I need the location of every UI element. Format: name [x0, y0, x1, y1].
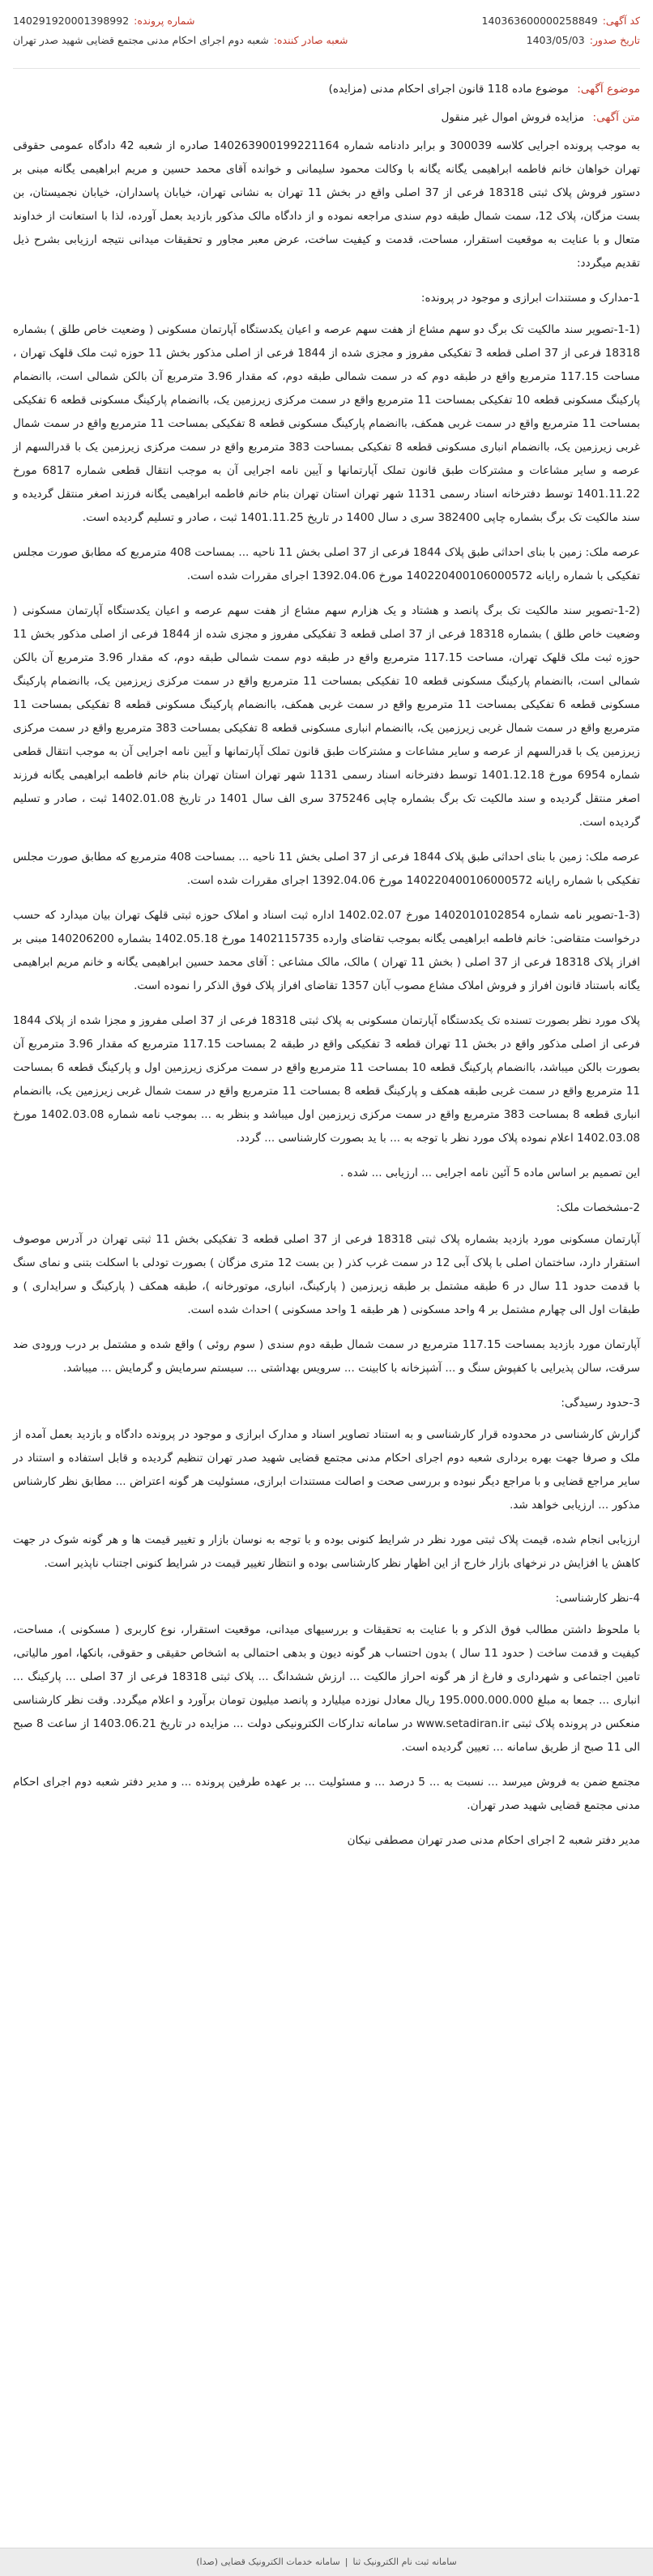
- case-number-label: شماره پرونده:: [134, 15, 195, 27]
- meta-row-1: [13, 11, 640, 31]
- signature-line: مدیر دفتر شعبه 2 اجرای احکام مدنی صدر تهران مصطفی نیکان: [347, 1834, 640, 1847]
- section-2-title: 2-مشخصات ملک:: [556, 1201, 640, 1214]
- footer-separator: |: [344, 2557, 348, 2567]
- subject-line: [13, 78, 640, 101]
- notice-content: [13, 78, 640, 1864]
- site-footer: [0, 2548, 653, 2576]
- paragraph-a: پلاک مورد نظر بصورت تسنده تک یکدستگاه آپارتمان مسکونی به پلاک ثبتی 18318 فرعی از 37 اصلی مفروز و مجزا شده از پلاک 1844 فرعی از اصلی مذکور واقع در بخش 11 تهران قطعه 3 تفکیکی واقع در طبقه 2 بمساحت 117.15 مترمربع که مقدار 3.96 مترمربع آن بصورت بالکن میباشد، باانضمام پارکینگ قطعه 10 بمساحت 11 مترمربع واقع در سمت مرکزی زیرزمین اول و پارکینگ قطعه 6 بمساحت 11 مترمربع واقع در سمت غربی طبقه همکف و پارکینگ قطعه 8 بمساحت 11 مترمربع واقع در سمت شمال غربی زیرزمین یک، باانضمام انباری قطعه 8 بمساحت 383 مترمربع واقع در سمت مرکزی زیرزمین اول میباشد و بنظر به ... بموجب نامه شماره 1402.03.08 مورخ 1402.03.08 اعلام نموده پلاک مورد نظر با توجه به ... با ید بصورت کارشناسی ... گردد.: [13, 1014, 641, 1145]
- spec-paragraph-a: آپارتمان مسکونی مورد بازدید بشماره پلاک ثبتی 18318 فرعی از 37 اصلی قطعه 3 تفکیکی بخش 11 ثبتی تهران در آدرس موصوف استقرار دارد، ساختمان اصلی با پلاک آبی 12 در سمت غرب کذر ( بن بست 12 متری مزگان ) بصورت تودلی با اسکلت بتنی و نمای سنگ با قدمت حدود 11 سال در 6 طبقه مشتمل بر طبقه زیرزمین ( پارکینگ، انباری، موتورخانه )، طبقه همکف ( پارکینگ و سرایداری ) و طبقات اول الی چهارم مشتمل بر 4 واحد مسکونی ( هر طبقه 1 واحد مسکونی ) احداث شده است.: [13, 1233, 641, 1316]
- scope-paragraph: گزارش کارشناسی در محدوده قرار کارشناسی و به استناد تصاویر اسناد و مدارک ابرازی و موجود در پرونده دادگاه و بازدید بعمل آمده از ملک و صرفا جهت بهره برداری شعبه دوم اجرای احکام مدنی مجتمع قضایی شهید صدر تهران تنظیم گردیده و قابل استفاده و استناد در سایر مراجع قضایی و با مراجع دیگر نبوده و بررسی صحت و اصالت مستندات ابرازی، مسئولیت هر گونه اعتراض ... مطابق نظر کارشناس مذکور ... ارزیابی خواهد شد.: [13, 1428, 640, 1512]
- ad-code-label: کد آگهی:: [602, 15, 640, 27]
- closing-paragraph: مجتمع ضمن به فروش میرسد ... نسبت به ... 5 درصد ... و مسئولیت ... بر عهده طرفین پرونده ... و مدیر دفتر شعبه دوم اجرای احکام مدنی مجتمع قضایی شهید صدر تهران.: [13, 1776, 641, 1812]
- ad-title-label: متن آگهی:: [592, 111, 640, 124]
- item-3-paragraph: (1-3-تصویر نامه شماره 1402010102854 مورخ 1402.02.07 اداره ثبت اسناد و املاک حوزه ثبتی قلهک تهران بیان میدارد که حسب درخواست متقاضی: خانم فاطمه ابراهیمی یگانه بموجب تقاضای وارده 1402115735 مورخ 1402.05.18 بشماره 140206200 مبنی بر افراز پلاک 18318 فرعی از 37 اصلی ( بخش 11 تهران ) مالک، مالک مشاعی : آقای محمد حسین ابراهیمی یگانه و خانم مریم ابراهیمی یگانه باستناد قانون افراز و فروش املاک مشاع مصوب آبان 1357 تقاضای افراز پلاک فوق الذکر را نموده است.: [13, 909, 641, 992]
- opinion-paragraph: با ملحوظ داشتن مطالب فوق الذکر و با عنایت به تحقیقات و بررسیهای میدانی، موقعیت استقرار، نوع کاربری ( مسکونی )، مساحت، کیفیت و قدمت ساخت ( حدود 11 سال ) بدون احتساب هر گونه دیون و بدهی احتمالی به اشخاص حقیقی و حقوقی، بانکها، امور مالیاتی، تامین اجتماعی و شهرداری و فارغ از هر گونه احراز مالکیت ... ارزش ششدانگ ... پلاک ثبتی 18318 فرعی از 37 اصلی ... پارکینگ ... انباری ... جمعا به مبلغ 195.000.000.000 ریال معادل نوزده میلیارد و پانصد میلیون تومان برآورد و اعلام میگردد. وقت نظر کارشناسی منعکس در پرونده پلاک ثبتی www.setadiran.ir در سامانه تدارکات الکترونیکی دولت ... مزایده در تاریخ 1403.06.21 از ساعت 8 صبح الی 11 صبح از طریق سامانه ... تعیین گردیده است.: [13, 1623, 641, 1754]
- item-1-note: عرصه ملک: زمین با بنای احداثی طبق پلاک 1844 فرعی از 37 اصلی بخش 11 ناحیه ... بمساحت 408 مترمربع که مطابق صورت مجلس تفکیکی با شماره رایانه 140220400106000572 مورخ 1392.04.06 اجرای مقررات شده است.: [13, 546, 641, 582]
- paragraph-c: ارزیابی انجام شده، قیمت پلاک ثبتی مورد نظر در شرایط کنونی بوده و با توجه به نوسان بازار و تغییر قیمت ها و هر گونه شوک در جهت کاهش یا افزایش در نرخهای بازار خارج از این اظهار نظر کارشناسی بوده و انتظار تغییر قیمت در شرایط کنونی اجتناب ناپذیر است.: [13, 1533, 640, 1570]
- issuer-value: شعبه دوم اجرای احکام مدنی مجتمع قضایی شهید صدر تهران: [13, 34, 269, 46]
- ad-code: [482, 11, 640, 31]
- ad-code-value: 140363600000258849: [481, 15, 598, 27]
- paragraph-b: این تصمیم بر اساس ماده 5 آئین نامه اجرایی ... ارزیابی ... شده .: [339, 1166, 640, 1179]
- subject-label: موضوع آگهی:: [577, 83, 640, 96]
- case-number-value: 140291920001398992: [13, 15, 130, 27]
- notice-meta-bar: [13, 11, 640, 69]
- item-2-paragraph: (1-2-تصویر سند مالکیت تک برگ پانصد و هشتاد و یک هزارم سهم مشاع از هفت سهم عرصه و اعیان یکدستگاه آپارتمان مسکونی ( وضعیت خاص طلق ) بشماره 18318 فرعی از 37 اصلی قطعه 3 تفکیکی مفروز و مجزی شده از 1844 فرعی از اصلی مذکور بخش 11 حوزه ثبت ملک قلهک تهران، مساحت 117.15 مترمربع واقع در طبقه دوم سمت شمالی طبقه دوم، که مقدار 3.96 مترمربع آن بالکن شمالی است، باانضمام پارکینگ مسکونی قطعه 10 تفکیکی بمساحت 11 مترمربع واقع در سمت مرکزی زیرزمین یک، باانضمام پارکینگ مسکونی قطعه 6 تفکیکی بمساحت 11 مترمربع واقع در سمت غربی همکف، باانضمام پارکینگ مسکونی قطعه 8 تفکیکی بمساحت 11 مترمربع واقع در سمت شمال غربی زیرزمین یک، باانضمام انباری مسکونی قطعه 8 تفکیکی بمساحت 383 مترمربع واقع در سمت مرکزی زیرزمین یک با قدرالسهم از عرصه و سایر مشاعات و مشترکات طبق قانون تملک آپارتمانها و آیین نامه اجرایی آن به موجب انتقال قطعی شماره 6954 مورخ 1401.12.18 توسط دفترخانه اسناد رسمی 1131 شهر تهران استان تهران بنام خانم فاطمه ابراهیمی یگانه فرزند اصغر منتقل گردیده و سند مالکیت تک برگ بشماره چاپی 375246 سری الف سال 1401 در تاریخ 1402.01.08 ثبت ، صادر و تسلیم گردیده است.: [13, 604, 641, 829]
- meta-row-2: [13, 31, 640, 50]
- issue-date: [527, 31, 640, 50]
- issue-date-value: 1403/05/03: [526, 34, 585, 46]
- ad-title-value: مزایده فروش اموال غیر منقول: [441, 111, 585, 124]
- issuer: [13, 31, 348, 50]
- case-number: [13, 11, 194, 31]
- subject-value: موضوع ماده 118 قانون اجرای احکام مدنی (مزایده): [328, 83, 569, 96]
- footer-link-sada[interactable]: سامانه خدمات الکترونیک قضایی (صدا): [196, 2557, 340, 2567]
- item-1-paragraph: (1-1-تصویر سند مالکیت تک برگ دو سهم مشاع از هفت سهم عرصه و اعیان یکدستگاه آپارتمان مسکونی ( وضعیت خاص طلق ) بشماره 18318 فرعی از 37 اصلی قطعه 3 تفکیکی مفروز و مجزی شده از 1844 فرعی از اصلی مذکور بخش 11 حوزه ثبت ملک قلهک تهران ، مساحت 117.15 مترمربع واقع در طبقه دوم که در سمت شمالی طبقه دوم، که مقدار 3.96 مترمربع آن بالکن شمالی است، باانضمام پارکینگ مسکونی قطعه 10 تفکیکی بمساحت 11 مترمربع واقع در سمت مرکزی زیرزمین یک، باانضمام پارکینگ مسکونی قطعه 6 تفکیکی بمساحت 11 مترمربع واقع در سمت غربی همکف، باانضمام پارکینگ مسکونی قطعه 8 تفکیکی بمساحت 11 مترمربع واقع در سمت شمال غربی زیرزمین یک، باانضمام انباری مسکونی قطعه 8 تفکیکی بمساحت 383 مترمربع واقع در سمت مرکزی زیرزمین یک با قدرالسهم از عرصه و سایر مشاعات و مشترکات طبق قانون تملک آپارتمانها و آیین نامه اجرایی آن به موجب انتقال قطعی شماره 6817 مورخ 1401.11.22 توسط دفترخانه اسناد رسمی 1131 شهر تهران استان تهران بنام خانم فاطمه ابراهیمی یگانه فرزند اصغر منتقل گردیده و سند مالکیت تک برگ بشماره چاپی 382400 سری د سال 1400 در تاریخ 1401.11.25 ثبت ، صادر و تسلیم گردیده است.: [13, 323, 641, 524]
- section-3-title: 3-حدود رسیدگی:: [561, 1397, 640, 1410]
- footer-link-sana[interactable]: سامانه ثبت نام الکترونیک ثنا: [352, 2557, 457, 2567]
- section-1-title: 1-مدارک و مستندات ابرازی و موجود در پرونده:: [420, 292, 640, 305]
- item-2-note: عرصه ملک: زمین با بنای احداثی طبق پلاک 1844 فرعی از 37 اصلی بخش 11 ناحیه ... بمساحت 408 مترمربع که مطابق صورت مجلس تفکیکی با شماره رایانه 140220400106000572 مورخ 1392.04.06 اجرای مقررات شده است.: [13, 851, 641, 887]
- issue-date-label: تاریخ صدور:: [589, 34, 640, 46]
- section-4-title: 4-نظر کارشناسی:: [555, 1592, 640, 1605]
- spec-paragraph-b: آپارتمان مورد بازدید بمساحت 117.15 مترمربع در سمت شمال طبقه دوم سندی ( سوم روئی ) واقع شده و مشتمل بر درب ورودی ضد سرقت، سالن پذیرایی با کفپوش سنگ و ... آشپزخانه با کابینت ... سرویس بهداشتی ... سیستم سرمایش و گرمایش ... میباشد.: [13, 1338, 640, 1375]
- intro-paragraph: به موجب پرونده اجرایی کلاسه 300039 و برابر دادنامه شماره 140263900199221164 صادره از شعبه 42 دادگاه عمومی حقوقی تهران خواهان خانم فاطمه ابراهیمی یگانه یگانه با وکالت محمود سلیمانی و خوانده آقای محمد حسین و مریم ابراهیمی یگانه مبنی بر دستور فروش پلاک ثبتی 18318 فرعی از 37 اصلی واقع در بخش 11 تهران به نشانی تهران، خیابان پاسداران، خیابان نجمیستان، بن بست مزگان، پلاک 12، سمت شمال طبقه دوم سندی مراجعه نموده و از دادگاه مالک مذکور بازدید بعمل آورده، لذا با استعانت از خداوند متعال و با عنایت به موقعیت استقرار، مساحت، قدمت و کیفیت ساخت، عرض معبر مجاور و تحقیقات میدانی نتیجه ارزیابی بشرح ذیل تقدیم میگردد:: [13, 139, 641, 270]
- issuer-label: شعبه صادر کننده:: [273, 34, 348, 46]
- ad-title: [13, 106, 640, 130]
